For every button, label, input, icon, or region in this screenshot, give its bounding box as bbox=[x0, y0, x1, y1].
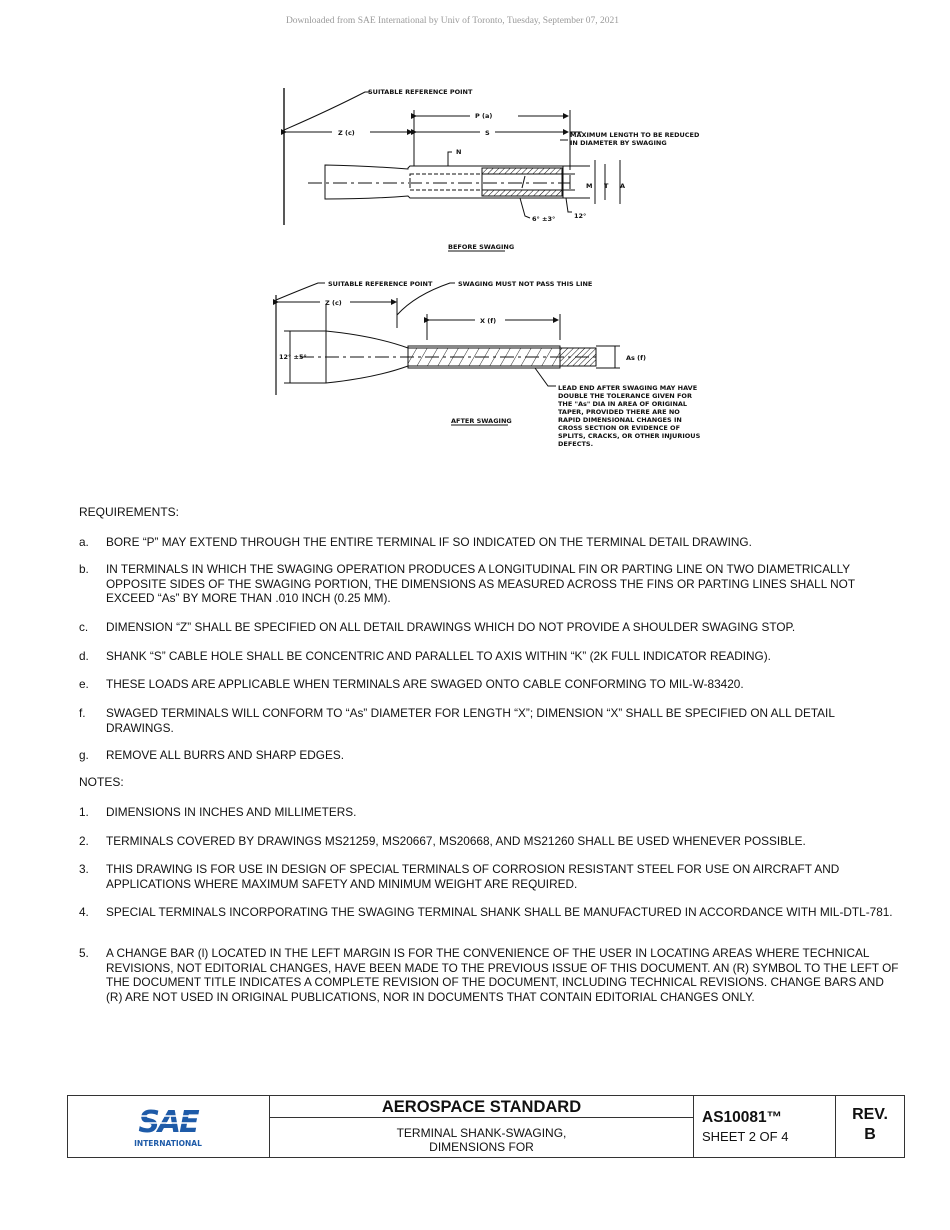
before-angle-12-label: 12° bbox=[574, 212, 587, 220]
before-dim-m-label: M bbox=[586, 182, 593, 190]
before-swaging-figure bbox=[284, 88, 700, 251]
revision-value: B bbox=[864, 1126, 876, 1143]
requirement-item bbox=[79, 562, 899, 606]
download-notice: Downloaded from SAE International by Univ of Toronto, Tuesday, September 07, 2021 bbox=[285, 16, 620, 26]
before-max-length-note-1: MAXIMUM LENGTH TO BE REDUCED bbox=[570, 131, 700, 139]
note-text: DIMENSIONS IN INCHES AND MILLIMETERS. bbox=[106, 805, 357, 819]
after-dim-z-label: Z (c) bbox=[325, 299, 342, 307]
after-lead-note-3: THE "As" DIA IN AREA OF ORIGINAL bbox=[558, 400, 688, 408]
after-lead-note-6: CROSS SECTION OR EVIDENCE OF bbox=[558, 424, 681, 432]
after-dim-as-label: As (f) bbox=[626, 354, 646, 362]
title-block-center bbox=[270, 1096, 694, 1157]
note-label: 1. bbox=[79, 805, 89, 819]
before-dim-p-label: P (a) bbox=[475, 112, 493, 120]
note-item bbox=[79, 946, 899, 1004]
requirement-label: g. bbox=[79, 748, 89, 762]
swaging-drawing bbox=[270, 80, 700, 465]
after-lead-note-7: SPLITS, CRACKS, OR OTHER INJURIOUS bbox=[558, 432, 700, 440]
before-dim-z-label: Z (c) bbox=[338, 129, 355, 137]
note-text: TERMINALS COVERED BY DRAWINGS MS21259, MS20667, MS20668, AND MS21260 SHALL BE USED WHENEVER POSSIBLE. bbox=[106, 834, 806, 848]
after-caption: AFTER SWAGING bbox=[451, 417, 512, 425]
note-text: A CHANGE BAR (l) LOCATED IN THE LEFT MARGIN IS FOR THE CONVENIENCE OF THE USER IN LOCATING AREAS WHERE TECHNICAL REVISIONS, NOT EDITORIAL CHANGES, HAVE BEEN MADE TO THE PREVIOUS ISSUE OF THIS DOCUMENT. AN (R) SYMBOL TO THE LEFT OF THE DOCUMENT TITLE INDICATES A COMPLETE REVISION OF THE DOCUMENT, INCLUDING TECHNICAL REVISIONS. CHANGE BARS AND (R) ARE NOT USED IN ORIGINAL PUBLICATIONS, NOR IN DOCUMENTS THAT CONTAIN EDITORIAL CHANGES ONLY. bbox=[106, 946, 899, 1004]
requirement-label: e. bbox=[79, 677, 89, 691]
document-number: AS10081™ bbox=[702, 1109, 783, 1126]
note-item bbox=[79, 834, 899, 849]
document-number-cell bbox=[694, 1096, 836, 1157]
requirement-label: a. bbox=[79, 535, 89, 549]
note-item bbox=[79, 805, 899, 820]
note-label: 2. bbox=[79, 834, 89, 848]
requirement-text: REMOVE ALL BURRS AND SHARP EDGES. bbox=[106, 748, 344, 762]
before-suitable-ref-label: SUITABLE REFERENCE POINT bbox=[368, 88, 473, 96]
title-block bbox=[67, 1095, 905, 1158]
note-item bbox=[79, 862, 899, 891]
requirement-item bbox=[79, 535, 899, 550]
requirement-text: SHANK “S” CABLE HOLE SHALL BE CONCENTRIC AND PARALLEL TO AXIS WITHIN “K” (2K FULL INDICATOR READING). bbox=[106, 649, 771, 663]
sheet-number: SHEET 2 OF 4 bbox=[702, 1129, 789, 1144]
requirement-label: b. bbox=[79, 562, 89, 576]
document-title-line-2: DIMENSIONS FOR bbox=[429, 1140, 534, 1154]
note-label: 3. bbox=[79, 862, 89, 876]
after-lead-note-4: TAPER, PROVIDED THERE ARE NO bbox=[558, 408, 680, 416]
note-label: 5. bbox=[79, 946, 89, 960]
notes-heading: NOTES: bbox=[79, 775, 124, 789]
sae-logo bbox=[68, 1096, 270, 1157]
before-angle-6-label: 6° ±3° bbox=[532, 215, 556, 223]
before-max-length-note-2: IN DIAMETER BY SWAGING bbox=[570, 139, 667, 147]
document-title bbox=[270, 1118, 693, 1154]
requirement-item bbox=[79, 677, 899, 692]
note-text: SPECIAL TERMINALS INCORPORATING THE SWAGING TERMINAL SHANK SHALL BE MANUFACTURED IN ACCORDANCE WITH MIL-DTL-781. bbox=[106, 905, 893, 919]
note-text: THIS DRAWING IS FOR USE IN DESIGN OF SPECIAL TERMINALS OF CORROSION RESISTANT STEEL FOR USE ON AIRCRAFT AND APPLICATIONS WHERE MAXIMUM SAFETY AND MINIMUM WEIGHT ARE REQUIRED. bbox=[106, 862, 840, 891]
requirement-text: THESE LOADS ARE APPLICABLE WHEN TERMINALS ARE SWAGED ONTO CABLE CONFORMING TO MIL-W-83420. bbox=[106, 677, 744, 691]
requirement-label: d. bbox=[79, 649, 89, 663]
revision-cell bbox=[836, 1096, 904, 1157]
requirement-text: IN TERMINALS IN WHICH THE SWAGING OPERATION PRODUCES A LONGITUDINAL FIN OR PARTING LINE ON TWO DIAMETRICALLY OPPOSITE SIDES OF THE SWAGING PORTION, THE DIMENSIONS AS MEASURED ACROSS THE FINS OR PARTING LINES SHALL NOT EXCEED “As” BY MORE THAN .010 INCH (0.25 MM). bbox=[106, 562, 855, 605]
requirement-label: c. bbox=[79, 620, 89, 634]
before-caption: BEFORE SWAGING bbox=[448, 243, 515, 251]
after-lead-note-1: LEAD END AFTER SWAGING MAY HAVE bbox=[558, 384, 698, 392]
after-angle-label: 12° ±5° bbox=[279, 353, 307, 361]
after-lead-note-2: DOUBLE THE TOLERANCE GIVEN FOR bbox=[558, 392, 692, 400]
document-title-line-1: TERMINAL SHANK-SWAGING, bbox=[396, 1126, 567, 1140]
before-dim-n-label: N bbox=[456, 148, 462, 156]
after-swaging-figure bbox=[276, 280, 700, 448]
before-dim-t-label: T bbox=[604, 182, 609, 190]
sae-logo-mark: SAE bbox=[138, 1105, 198, 1140]
requirement-label: f. bbox=[79, 706, 86, 720]
requirement-item bbox=[79, 748, 899, 763]
after-suitable-ref-label: SUITABLE REFERENCE POINT bbox=[328, 280, 433, 288]
before-dim-s-label: S bbox=[485, 129, 490, 137]
requirement-item bbox=[79, 649, 899, 664]
after-swaging-line-label: SWAGING MUST NOT PASS THIS LINE bbox=[458, 280, 593, 288]
revision-label: REV. bbox=[852, 1106, 888, 1123]
standard-type: AEROSPACE STANDARD bbox=[270, 1096, 693, 1118]
requirement-item bbox=[79, 706, 899, 735]
sae-logo-subtext: INTERNATIONAL bbox=[134, 1139, 202, 1148]
requirement-item bbox=[79, 620, 899, 635]
note-item bbox=[79, 905, 899, 920]
note-label: 4. bbox=[79, 905, 89, 919]
before-dim-a-label: A bbox=[620, 182, 626, 190]
requirement-text: DIMENSION “Z” SHALL BE SPECIFIED ON ALL DETAIL DRAWINGS WHICH DO NOT PROVIDE A SHOULDER SWAGING STOP. bbox=[106, 620, 796, 634]
requirement-text: SWAGED TERMINALS WILL CONFORM TO “As” DIAMETER FOR LENGTH “X”; DIMENSION “X” SHALL BE SPECIFIED ON ALL DETAIL DRAWINGS. bbox=[106, 706, 835, 735]
after-lead-note-5: RAPID DIMENSIONAL CHANGES IN bbox=[558, 416, 682, 424]
after-dim-x-label: X (f) bbox=[480, 317, 497, 325]
requirements-heading: REQUIREMENTS: bbox=[79, 505, 180, 519]
after-lead-note-8: DEFECTS. bbox=[558, 440, 594, 448]
requirement-text: BORE “P” MAY EXTEND THROUGH THE ENTIRE TERMINAL IF SO INDICATED ON THE TERMINAL DETAIL DRAWING. bbox=[106, 535, 752, 549]
